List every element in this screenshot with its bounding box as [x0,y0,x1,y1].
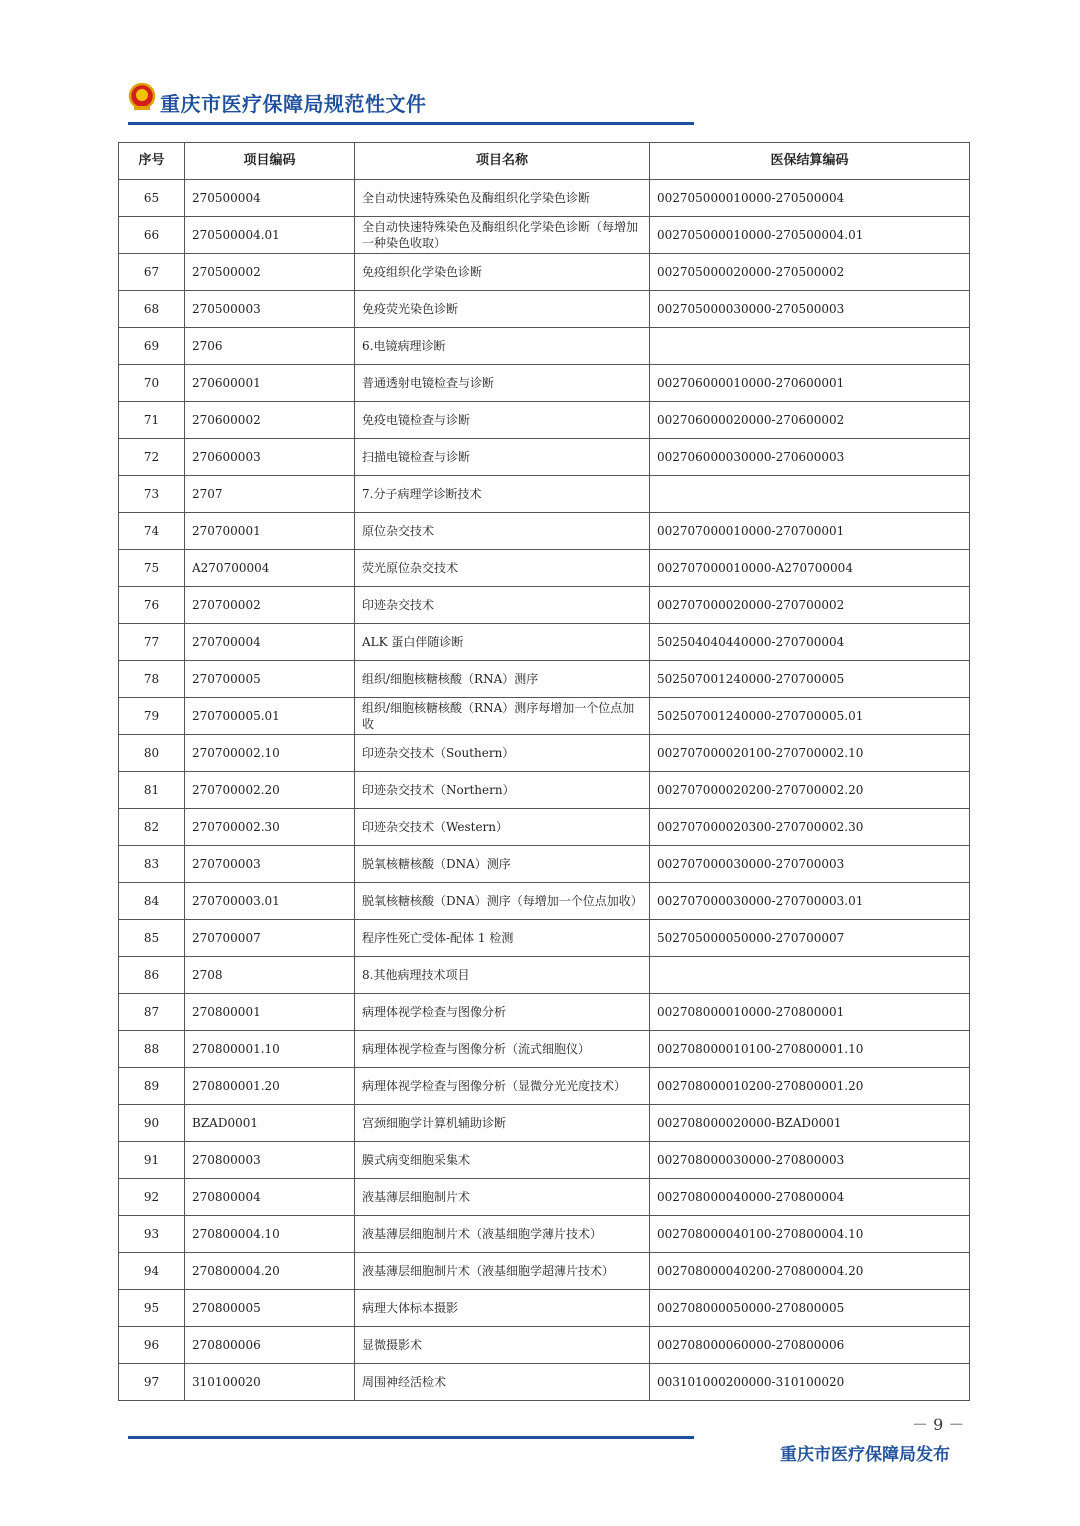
row-index: 88 [119,1031,185,1068]
item-name: 组织/细胞核糖核酸（RNA）测序每增加一个位点加收 [355,698,650,735]
settlement-code: 002707000010000-270700001 [650,513,970,550]
table-row [119,365,970,402]
table-row [119,513,970,550]
item-code: 270700002.10 [185,735,355,772]
item-name: 免疫荧光染色诊断 [355,291,650,328]
item-name: 扫描电镜检查与诊断 [355,439,650,476]
table-row [119,1327,970,1364]
table-row [119,328,970,365]
settlement-code: 002708000010200-270800001.20 [650,1068,970,1105]
settlement-code: 002707000010000-A270700004 [650,550,970,587]
item-code: 270800005 [185,1290,355,1327]
row-index: 81 [119,772,185,809]
row-index: 68 [119,291,185,328]
settlement-code: 002708000040100-270800004.10 [650,1216,970,1253]
footer-divider [128,1436,694,1439]
item-name: 周围神经活检术 [355,1364,650,1401]
item-name: ALK 蛋白伴随诊断 [355,624,650,661]
item-code: A270700004 [185,550,355,587]
settlement-code: 002707000020000-270700002 [650,587,970,624]
item-code: 2706 [185,328,355,365]
item-name: 显微摄影术 [355,1327,650,1364]
item-name: 病理体视学检查与图像分析 [355,994,650,1031]
item-name: 组织/细胞核糖核酸（RNA）测序 [355,661,650,698]
item-code: 270500003 [185,291,355,328]
item-code: 270700003 [185,846,355,883]
table-row [119,587,970,624]
item-name: 病理大体标本摄影 [355,1290,650,1327]
item-code: 270600003 [185,439,355,476]
table-row [119,1068,970,1105]
row-index: 67 [119,254,185,291]
table-row [119,735,970,772]
item-name: 印迹杂交技术（Western） [355,809,650,846]
publisher-label: 重庆市医疗保障局发布 [780,1445,950,1465]
table-row [119,1290,970,1327]
item-code: 2708 [185,957,355,994]
row-index: 72 [119,439,185,476]
item-code: 270700001 [185,513,355,550]
settlement-code: 002708000040000-270800004 [650,1179,970,1216]
column-header-item-name: 项目名称 [355,143,650,180]
table-row [119,1364,970,1401]
table-row [119,883,970,920]
row-index: 80 [119,735,185,772]
item-name: 印迹杂交技术（Southern） [355,735,650,772]
item-name: 液基薄层细胞制片术（液基细胞学薄片技术） [355,1216,650,1253]
table-row [119,402,970,439]
table-row [119,1142,970,1179]
row-index: 87 [119,994,185,1031]
item-name: 荧光原位杂交技术 [355,550,650,587]
item-name: 普通透射电镜检查与诊断 [355,365,650,402]
table-row [119,1105,970,1142]
item-name: 全自动快速特殊染色及酶组织化学染色诊断（每增加一种染色收取） [355,217,650,254]
national-emblem-icon [128,82,156,112]
item-code: 270600002 [185,402,355,439]
item-name: 7.分子病理学诊断技术 [355,476,650,513]
settlement-code: 502504040440000-270700004 [650,624,970,661]
document-header [128,78,694,126]
item-code: 270800004.20 [185,1253,355,1290]
row-index: 85 [119,920,185,957]
item-code: 270800006 [185,1327,355,1364]
item-code: 270700002.30 [185,809,355,846]
item-name: 病理体视学检查与图像分析（显微分光光度技术） [355,1068,650,1105]
item-code: 270800003 [185,1142,355,1179]
table-row [119,661,970,698]
settlement-code: 003101000200000-310100020 [650,1364,970,1401]
settlement-code: 002705000020000-270500002 [650,254,970,291]
header-divider [128,122,694,125]
settlement-code: 002707000020200-270700002.20 [650,772,970,809]
settlement-code: 002705000030000-270500003 [650,291,970,328]
item-code: 270500004 [185,180,355,217]
settlement-code: 002705000010000-270500004 [650,180,970,217]
item-name: 印迹杂交技术 [355,587,650,624]
item-code: 270700003.01 [185,883,355,920]
settlement-code: 002708000040200-270800004.20 [650,1253,970,1290]
item-code: 270800004.10 [185,1216,355,1253]
row-index: 82 [119,809,185,846]
row-index: 79 [119,698,185,735]
row-index: 94 [119,1253,185,1290]
item-name: 免疫电镜检查与诊断 [355,402,650,439]
row-index: 89 [119,1068,185,1105]
table-row [119,439,970,476]
table-row [119,846,970,883]
item-name: 免疫组织化学染色诊断 [355,254,650,291]
table-row [119,254,970,291]
settlement-code [650,476,970,513]
table-row [119,180,970,217]
table-row [119,920,970,957]
row-index: 66 [119,217,185,254]
row-index: 73 [119,476,185,513]
item-code: 310100020 [185,1364,355,1401]
item-code: 270800001 [185,994,355,1031]
item-code: 270500004.01 [185,217,355,254]
row-index: 90 [119,1105,185,1142]
table-row [119,1031,970,1068]
item-code: BZAD0001 [185,1105,355,1142]
settlement-code: 002708000030000-270800003 [650,1142,970,1179]
table-row [119,994,970,1031]
row-index: 95 [119,1290,185,1327]
row-index: 77 [119,624,185,661]
table-row [119,1179,970,1216]
table-row [119,550,970,587]
item-name: 印迹杂交技术（Northern） [355,772,650,809]
settlement-code: 002706000030000-270600003 [650,439,970,476]
table-row [119,772,970,809]
settlement-code [650,328,970,365]
row-index: 74 [119,513,185,550]
row-index: 96 [119,1327,185,1364]
table-row [119,1216,970,1253]
item-name: 宫颈细胞学计算机辅助诊断 [355,1105,650,1142]
item-code: 270800004 [185,1179,355,1216]
table-row [119,476,970,513]
settlement-code: 002707000020300-270700002.30 [650,809,970,846]
row-index: 75 [119,550,185,587]
row-index: 71 [119,402,185,439]
settlement-code: 002707000020100-270700002.10 [650,735,970,772]
settlement-code: 502507001240000-270700005 [650,661,970,698]
settlement-code: 002707000030000-270700003 [650,846,970,883]
item-code: 270600001 [185,365,355,402]
item-table [118,142,970,1401]
settlement-code: 002705000010000-270500004.01 [650,217,970,254]
item-name: 8.其他病理技术项目 [355,957,650,994]
settlement-code: 502705000050000-270700007 [650,920,970,957]
row-index: 70 [119,365,185,402]
row-index: 78 [119,661,185,698]
row-index: 76 [119,587,185,624]
table-row [119,698,970,735]
item-name: 全自动快速特殊染色及酶组织化学染色诊断 [355,180,650,217]
item-name: 脱氧核糖核酸（DNA）测序（每增加一个位点加收） [355,883,650,920]
row-index: 84 [119,883,185,920]
table-row [119,291,970,328]
item-name: 液基薄层细胞制片术 [355,1179,650,1216]
column-header-item-code: 项目编码 [185,143,355,180]
settlement-code [650,957,970,994]
item-name: 6.电镜病理诊断 [355,328,650,365]
settlement-code: 002706000010000-270600001 [650,365,970,402]
settlement-code: 002708000020000-BZAD0001 [650,1105,970,1142]
item-code: 270700007 [185,920,355,957]
row-index: 69 [119,328,185,365]
item-code: 270500002 [185,254,355,291]
table-header-row [119,143,970,180]
settlement-code: 002708000050000-270800005 [650,1290,970,1327]
item-name: 脱氧核糖核酸（DNA）测序 [355,846,650,883]
row-index: 93 [119,1216,185,1253]
row-index: 92 [119,1179,185,1216]
row-index: 86 [119,957,185,994]
table-row [119,1253,970,1290]
row-index: 65 [119,180,185,217]
item-name: 膜式病变细胞采集术 [355,1142,650,1179]
column-header-index: 序号 [119,143,185,180]
item-name: 程序性死亡受体-配体 1 检测 [355,920,650,957]
row-index: 83 [119,846,185,883]
settlement-code: 002708000010100-270800001.10 [650,1031,970,1068]
item-name: 液基薄层细胞制片术（液基细胞学超薄片技术） [355,1253,650,1290]
item-name: 原位杂交技术 [355,513,650,550]
settlement-code: 502507001240000-270700005.01 [650,698,970,735]
row-index: 91 [119,1142,185,1179]
item-code: 270700002.20 [185,772,355,809]
settlement-code: 002708000060000-270800006 [650,1327,970,1364]
table-row [119,957,970,994]
item-code: 270700004 [185,624,355,661]
row-index: 97 [119,1364,185,1401]
item-code: 270700005.01 [185,698,355,735]
item-name: 病理体视学检查与图像分析（流式细胞仪） [355,1031,650,1068]
settlement-code: 002706000020000-270600002 [650,402,970,439]
table-row [119,217,970,254]
column-header-settlement-code: 医保结算编码 [650,143,970,180]
settlement-code: 002707000030000-270700003.01 [650,883,970,920]
item-code: 2707 [185,476,355,513]
item-code: 270700005 [185,661,355,698]
header-title: 重庆市医疗保障局规范性文件 [160,92,427,116]
settlement-code: 002708000010000-270800001 [650,994,970,1031]
item-code: 270700002 [185,587,355,624]
table-row [119,809,970,846]
page-number: － 9 － [912,1415,965,1434]
item-code: 270800001.10 [185,1031,355,1068]
table-row [119,624,970,661]
item-code: 270800001.20 [185,1068,355,1105]
